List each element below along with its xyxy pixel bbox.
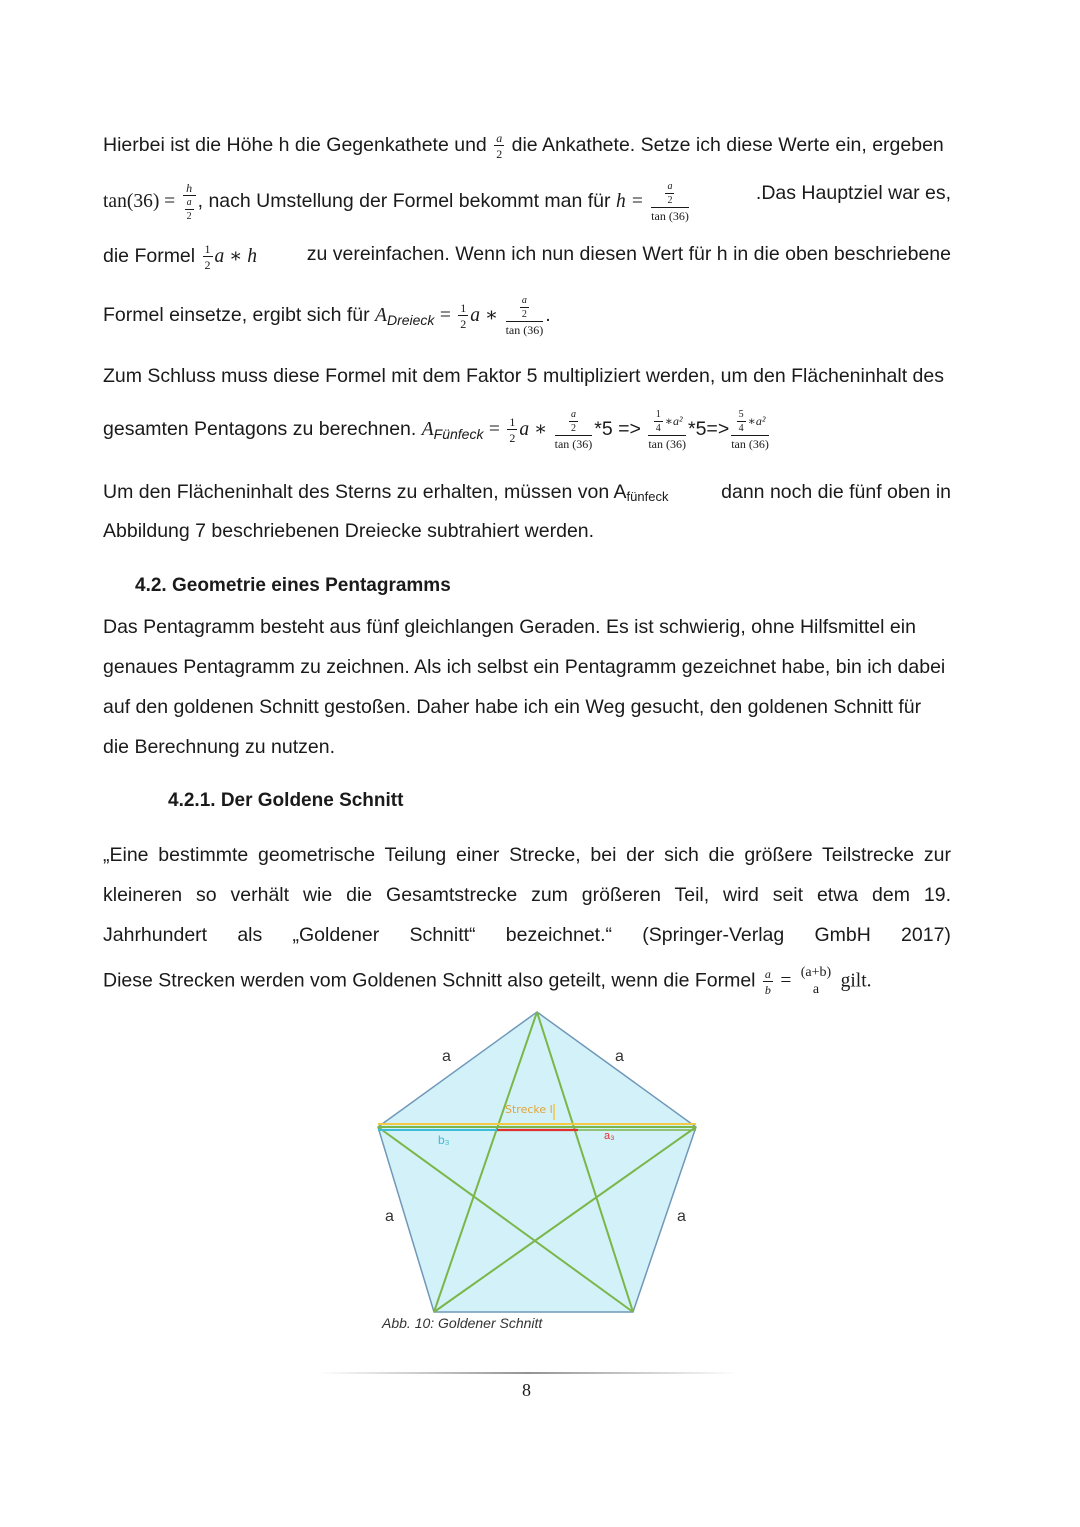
multiply-five: *5=> [688, 418, 730, 441]
equals: = [488, 419, 500, 441]
section-heading-4-2: 4.2. Geometrie eines Pentagramms [135, 575, 451, 596]
label-a-top-right: a [615, 1048, 624, 1065]
frac-den: 4 [738, 423, 744, 434]
h-expr: h = [615, 191, 644, 213]
label-b3: b₃ [438, 1133, 450, 1147]
subscript: fünfeck [626, 489, 669, 504]
frac-den: tan (36) [554, 437, 593, 451]
frac-num: 5 [738, 409, 744, 420]
frac-den: tan (36) [648, 437, 686, 451]
frac-den: b [764, 982, 771, 997]
frac-num: 1 [204, 242, 211, 256]
para4-line2: genaues Pentagramm zu zeichnen. Als ich selbst ein Pentagramm gezeichnet habe, bin ich dabei [103, 656, 946, 678]
word: „Goldener [292, 924, 380, 946]
word: Jahrhundert [103, 924, 208, 946]
text: Formel einsetze, ergibt sich für [103, 304, 370, 327]
frac-num: 1 [655, 409, 661, 420]
word: 2017) [901, 924, 951, 946]
area-symbol: A [375, 305, 387, 327]
label-a3: a₃ [604, 1130, 615, 1142]
frac-num: (a+b) [800, 965, 832, 980]
frac-den: 4 [655, 423, 661, 434]
text: Um den Flächeninhalt des Sterns zu erhalten, müssen von A [103, 481, 627, 503]
expr: a ∗ h [214, 246, 258, 268]
frac-den: 2 [509, 431, 516, 445]
frac-den: a [812, 982, 820, 997]
frac-num: a [521, 295, 527, 306]
text: zu vereinfachen. Wenn ich nun diesen Wert für h in die oben beschriebene [306, 243, 951, 265]
frac-den: tan (36) [731, 437, 769, 451]
frac-num: a [496, 131, 503, 145]
frac-num: a [764, 966, 771, 981]
frac-den: 2 [667, 195, 673, 206]
word: bezeichnet.“ [505, 924, 613, 946]
label-a-right: a [677, 1208, 686, 1225]
expr: a ∗ [519, 419, 548, 441]
para2-line1: Zum Schluss muss diese Formel mit dem Faktor 5 multipliziert werden, um den Flächeninhalt des [103, 365, 944, 387]
text: gilt. [840, 970, 872, 992]
text: gesamten Pentagons zu berechnen. [103, 418, 417, 441]
figure-caption: Abb. 10: Goldener Schnitt [382, 1315, 543, 1331]
text: „Eine bestimmte geometrische Teilung einer Strecke, bei der sich die größere Teilstrecke zur [103, 844, 951, 866]
frac-num: a [186, 197, 192, 208]
area-subscript: Dreieck [386, 312, 435, 329]
word: als [237, 924, 263, 946]
label-strecke: Strecke l [505, 1103, 553, 1116]
expr: ∗a² [747, 413, 766, 428]
text: kleineren so verhält wie die Gesamtstrecke zum größeren Teil, wird seit etwa dem 19. [103, 884, 951, 906]
text: Hierbei ist die Höhe h die Gegenkathete und [103, 134, 487, 157]
para3-line2: Abbildung 7 beschriebenen Dreiecke subtrahiert werden. [103, 520, 595, 542]
frac-den: 2 [570, 423, 576, 434]
word: Schnitt“ [409, 924, 476, 946]
text: , nach Umstellung der Formel bekommt man für [197, 190, 611, 213]
para4-line1: Das Pentagramm besteht aus fünf gleichlangen Geraden. Es ist schwierig, ohne Hilfsmittel ein [103, 616, 916, 638]
text: Diese Strecken werden vom Goldenen Schnitt also geteilt, wenn die Formel [103, 969, 756, 992]
frac-den: 2 [496, 147, 503, 161]
frac-den: 2 [204, 258, 211, 272]
area-subscript: Fünfeck [433, 426, 484, 443]
frac-den: tan (36) [651, 209, 689, 223]
footer-rule [318, 1372, 738, 1374]
expr: ∗a² [664, 413, 683, 428]
equals: = [439, 305, 451, 327]
text: die Ankathete. Setze ich diese Werte ein, ergeben [511, 134, 944, 157]
frac-den: 2 [186, 211, 192, 222]
page-number: 8 [522, 1380, 531, 1400]
equals: = [780, 970, 792, 992]
frac-num: 1 [460, 301, 467, 315]
label-a-top-left: a [442, 1048, 451, 1065]
text: dann noch die fünf oben in [721, 481, 951, 503]
tan-expr: tan(36) = [103, 191, 176, 213]
frac-den: 2 [460, 317, 467, 331]
word: (Springer-Verlag [642, 924, 785, 946]
para4-line4: die Berechnung zu nutzen. [103, 736, 336, 758]
label-a-left: a [385, 1208, 394, 1225]
frac-den: 2 [521, 309, 527, 320]
expr: a ∗ [470, 305, 499, 327]
text: die Formel [103, 245, 196, 268]
period: . [545, 304, 551, 327]
para4-line3: auf den goldenen Schnitt gestoßen. Daher habe ich ein Weg gesucht, den goldenen Schnitt für [103, 696, 922, 718]
frac-num: a [667, 181, 673, 192]
frac-den: tan (36) [505, 323, 544, 337]
frac-num: a [570, 409, 576, 420]
section-heading-4-2-1: 4.2.1. Der Goldene Schnitt [168, 790, 404, 811]
word: GmbH [814, 924, 871, 946]
multiply-five: *5 => [594, 418, 641, 441]
frac-num: h [183, 182, 196, 196]
area-symbol: A [421, 419, 434, 441]
frac-num: 1 [509, 415, 516, 429]
text: .Das Hauptziel war es, [755, 182, 951, 204]
